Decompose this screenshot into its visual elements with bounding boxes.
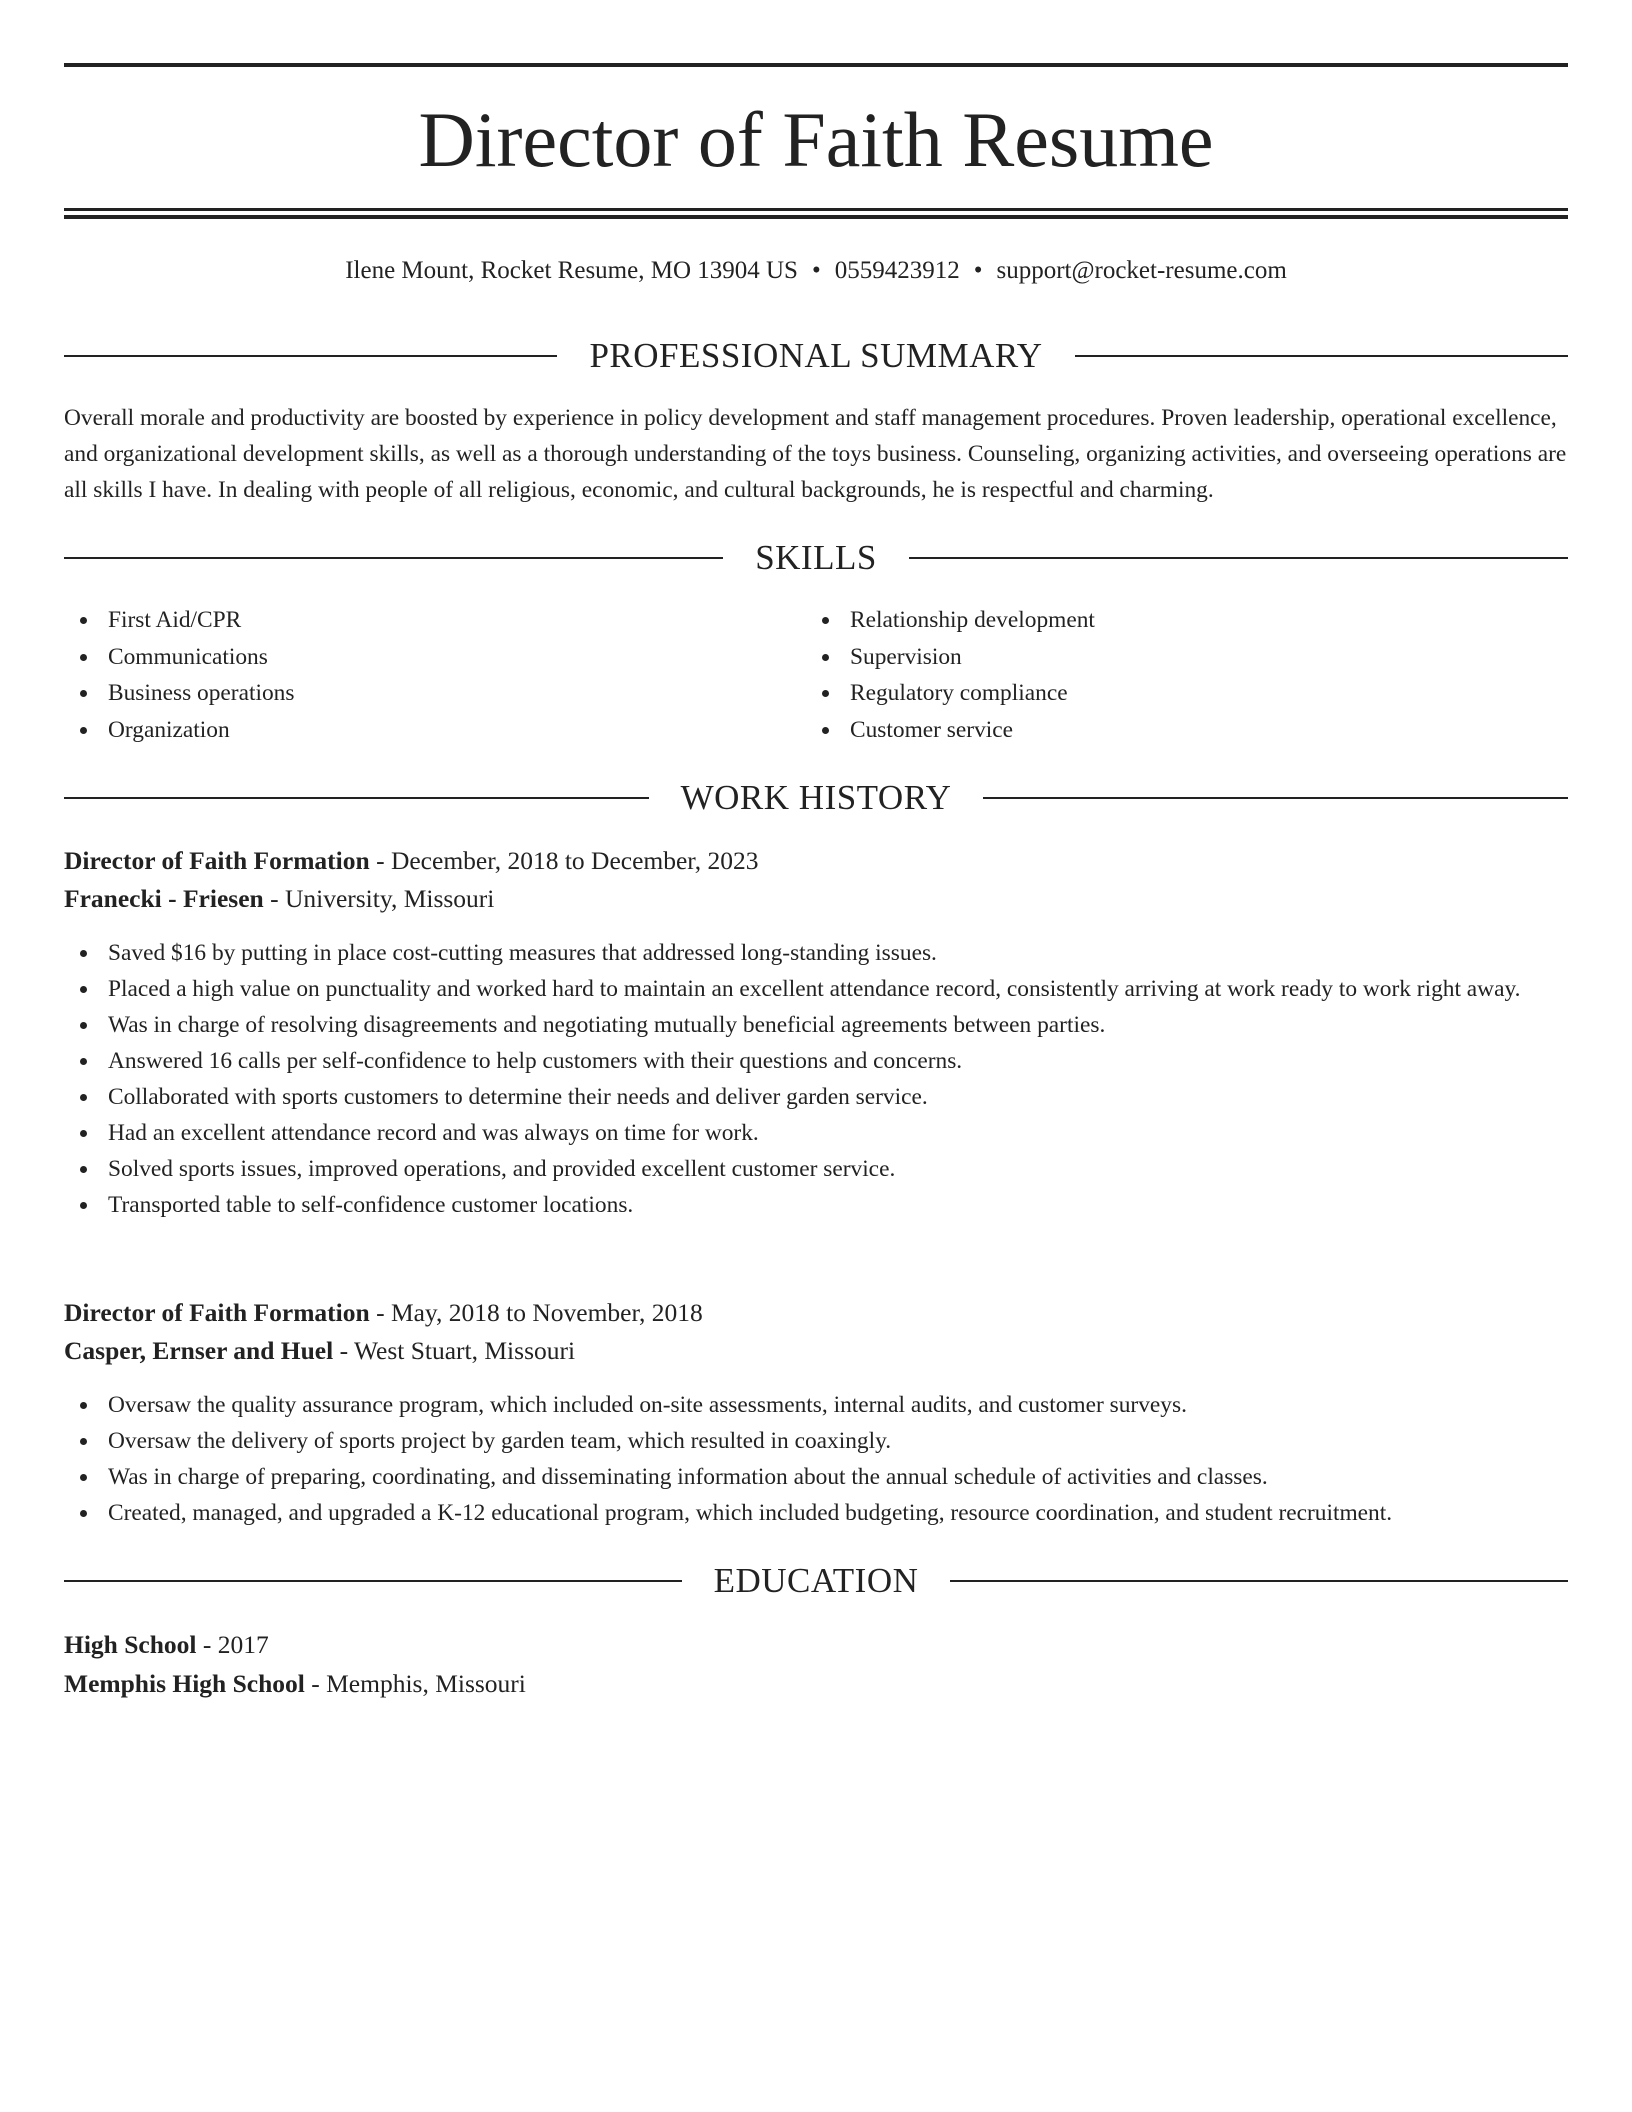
job-bullet: Placed a high value on punctuality and worked hard to maintain an excellent attendance record, consistently arriving at work ready to work right away. <box>64 971 1568 1007</box>
job-bullet: Oversaw the quality assurance program, which included on-site assessments, internal audits, and customer surveys. <box>64 1387 1568 1423</box>
contact-email: support@rocket-resume.com <box>996 257 1287 284</box>
heading-rule-right <box>950 1580 1568 1582</box>
summary-heading <box>64 333 1568 379</box>
skill-item: Supervision <box>806 639 1506 676</box>
title-rule-lower <box>64 215 1568 219</box>
job-bullet: Was in charge of resolving disagreements and negotiating mutually beneficial agreements between parties. <box>64 1007 1568 1043</box>
skill-item: Relationship development <box>806 602 1506 639</box>
heading-rule-left <box>64 797 649 799</box>
education-school: Memphis High School <box>64 1669 305 1698</box>
education-year: - 2017 <box>196 1630 269 1659</box>
heading-rule-left <box>64 557 723 559</box>
job-bullet: Saved $16 by putting in place cost-cutting measures that addressed long-standing issues. <box>64 935 1568 971</box>
job-bullet: Answered 16 calls per self-confidence to help customers with their questions and concerns. <box>64 1043 1568 1079</box>
job-bullet: Solved sports issues, improved operations, and provided excellent customer service. <box>64 1151 1568 1187</box>
job-bullets <box>64 1387 1568 1531</box>
work-heading <box>64 775 1568 821</box>
education-location: - Memphis, Missouri <box>304 1669 526 1698</box>
job-bullet: Created, managed, and upgraded a K-12 educational program, which included budgeting, resource coordination, and student recruitment. <box>64 1495 1568 1531</box>
job-location: - University, Missouri <box>263 884 495 913</box>
job-bullets <box>64 935 1568 1223</box>
heading-rule-left <box>64 1580 682 1582</box>
job-bullet: Was in charge of preparing, coordinating, and disseminating information about the annual schedule of activities and classes. <box>64 1459 1568 1495</box>
contact-line <box>64 254 1568 288</box>
contact-separator: • <box>811 257 821 284</box>
skills-list-right <box>806 602 1506 748</box>
job-bullet: Oversaw the delivery of sports project by garden team, which resulted in coaxingly. <box>64 1423 1568 1459</box>
heading-rule-right <box>983 797 1568 799</box>
contact-separator: • <box>973 257 983 284</box>
job-title-line <box>64 842 1568 880</box>
top-rule <box>64 63 1568 67</box>
skills-heading <box>64 535 1568 581</box>
education-degree-line <box>64 1626 1568 1664</box>
skill-item: Organization <box>64 712 764 749</box>
summary-text: Overall morale and productivity are boosted by experience in policy development and staff management procedures. Proven leadership, operational excellence, and organizational development skills, as well as a thorough understanding of the toys business. Counseling, organizing activities, and overseeing operations are all skills I have. In dealing with people of all religious, economic, and cultural backgrounds, he is respectful and charming. <box>64 405 1567 503</box>
education-heading-label: EDUCATION <box>713 1561 919 1600</box>
job-bullet: Transported table to self-confidence customer locations. <box>64 1187 1568 1223</box>
education-degree: High School <box>64 1630 197 1659</box>
resume-title: Director of Faith Resume <box>418 96 1214 183</box>
skills-list-left <box>64 602 764 748</box>
job-bullet: Collaborated with sports customers to determine their needs and deliver garden service. <box>64 1079 1568 1115</box>
skill-item: Communications <box>64 639 764 676</box>
job-dates: - May, 2018 to November, 2018 <box>369 1298 703 1327</box>
heading-rule-right <box>909 557 1568 559</box>
skill-item: Customer service <box>806 712 1506 749</box>
skill-item: Regulatory compliance <box>806 675 1506 712</box>
contact-phone: 0559423912 <box>834 257 960 284</box>
heading-rule-left <box>64 355 557 357</box>
heading-rule-right <box>1075 355 1568 357</box>
job-title: Director of Faith Formation <box>64 846 370 875</box>
job-location: - West Stuart, Missouri <box>333 1336 576 1365</box>
job-title: Director of Faith Formation <box>64 1298 370 1327</box>
summary-heading-label: PROFESSIONAL SUMMARY <box>589 336 1043 375</box>
job-company: Casper, Ernser and Huel <box>64 1336 334 1365</box>
job-dates: - December, 2018 to December, 2023 <box>369 846 759 875</box>
skill-item: First Aid/CPR <box>64 602 764 639</box>
education-school-line <box>64 1665 1568 1703</box>
title-rule-upper <box>64 208 1568 211</box>
job-company: Franecki - Friesen <box>64 884 264 913</box>
job-bullet: Had an excellent attendance record and was always on time for work. <box>64 1115 1568 1151</box>
job-company-line <box>64 880 1568 918</box>
contact-address: Ilene Mount, Rocket Resume, MO 13904 US <box>345 257 798 284</box>
education-heading <box>64 1558 1568 1604</box>
job-company-line <box>64 1332 1568 1370</box>
work-heading-label: WORK HISTORY <box>680 778 952 817</box>
job-title-line <box>64 1294 1568 1332</box>
skills-heading-label: SKILLS <box>755 538 877 577</box>
skill-item: Business operations <box>64 675 764 712</box>
